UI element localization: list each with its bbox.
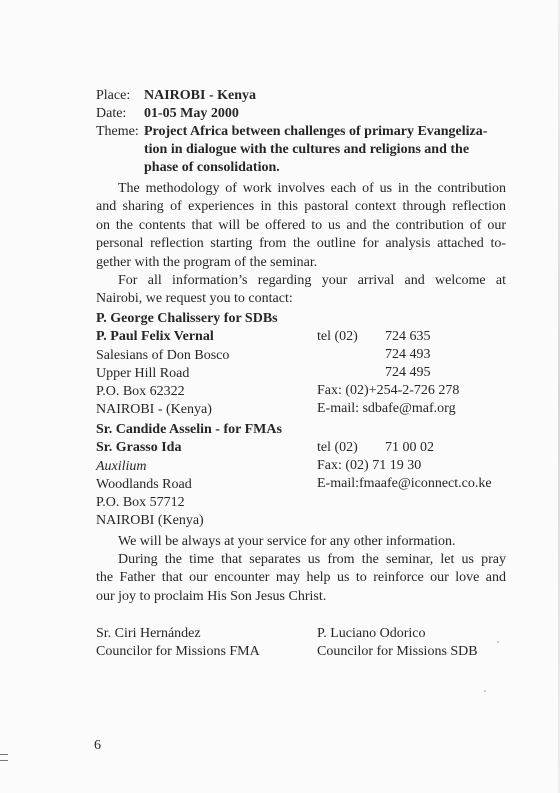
paragraph-line: the Father that our encounter may help us to reinforce our love and (96, 570, 506, 586)
address-line: Upper Hill Road (96, 365, 190, 381)
phone-number: 724 635 (385, 329, 431, 344)
date-label: Date: (96, 106, 127, 121)
page-number: 6 (94, 738, 101, 753)
phone-number: 724 495 (385, 365, 431, 380)
phone-number: 71 00 02 (385, 440, 434, 455)
fax-number: Fax: (02) 71 19 30 (317, 458, 422, 473)
place-row (96, 87, 256, 105)
paragraph-line: on the contents that will be offered to us and the contribution of our (96, 217, 506, 233)
signatory-title: Councilor for Missions FMA (96, 644, 260, 659)
email-address: E-mail:fmaafe@iconnect.co.ke (317, 476, 492, 491)
place-label: Place: (96, 88, 131, 103)
fax-number: Fax: (02)+254-2-726 278 (317, 383, 460, 398)
paragraph-line: We will be always at your service for any other information. (118, 534, 456, 549)
theme-row (96, 123, 139, 141)
fma-contact-name: Sr. Grasso Ida (96, 440, 182, 456)
tel-label: tel (02) (317, 440, 358, 455)
sdb-contact-block (96, 310, 278, 420)
scan-speck (484, 690, 486, 692)
institution-name: Auxilium (96, 458, 147, 474)
phone-number: 724 493 (385, 347, 431, 362)
theme-line: Project Africa between challenges of primary Evangeliza- (144, 124, 488, 139)
theme-line: phase of consolidation. (144, 160, 280, 175)
signature-right (317, 625, 478, 661)
paragraph-line: our joy to proclaim His Son Jesus Christ. (96, 588, 327, 604)
signatory-name: P. Luciano Odorico (317, 626, 426, 641)
email-address: E-mail: sdbafe@maf.org (317, 401, 456, 416)
address-line: P.O. Box 62322 (96, 384, 185, 400)
address-line: NAIROBI (Kenya) (96, 513, 204, 529)
contact-request-paragraph (96, 272, 506, 309)
address-line: NAIROBI - (Kenya) (96, 402, 212, 418)
paragraph-line: gether with the program of the seminar. (96, 254, 318, 270)
scan-edge-mark (0, 754, 8, 755)
paragraph-line: Nairobi, we request you to contact: (96, 291, 293, 307)
address-line: P.O. Box 57712 (96, 495, 185, 511)
address-line: Salesians of Don Bosco (96, 347, 230, 363)
fma-heading: Sr. Candide Asselin - for FMAs (96, 422, 282, 437)
signatory-name: Sr. Ciri Hernández (96, 626, 201, 641)
theme-label: Theme: (96, 124, 139, 139)
signatory-title: Councilor for Missions SDB (317, 644, 478, 659)
address-line: Woodlands Road (96, 476, 192, 492)
fma-contact-block (96, 421, 282, 531)
paragraph-line: and sharing of experiences in this pastoral context through reflection (96, 199, 506, 215)
sdb-contact-name: P. Paul Felix Vernal (96, 329, 214, 345)
sdb-heading: P. George Chalissery for SDBs (96, 311, 278, 326)
scan-speck (497, 641, 499, 643)
place-value: NAIROBI - Kenya (144, 88, 257, 103)
theme-line: tion in dialogue with the cultures and religions and the (144, 142, 470, 157)
date-row (96, 105, 239, 123)
sdb-phone-block (317, 328, 517, 420)
fma-phone-block (317, 439, 517, 495)
closing-paragraph (96, 533, 506, 551)
paragraph-line: The methodology of work involves each of us in the contribution (118, 181, 506, 196)
date-value: 01-05 May 2000 (144, 106, 239, 121)
tel-label: tel (02) (317, 329, 358, 344)
paragraph-line: personal reflection starting from the outline for analysis attached to- (96, 236, 506, 252)
signature-left (96, 625, 260, 661)
intro-paragraph (96, 180, 506, 272)
scan-edge-mark (0, 760, 8, 761)
paragraph-line: During the time that separates us from the seminar, let us pray (118, 552, 506, 567)
closing-paragraph (96, 551, 506, 606)
paragraph-line: For all information’s regarding your arrival and welcome at (118, 273, 506, 288)
